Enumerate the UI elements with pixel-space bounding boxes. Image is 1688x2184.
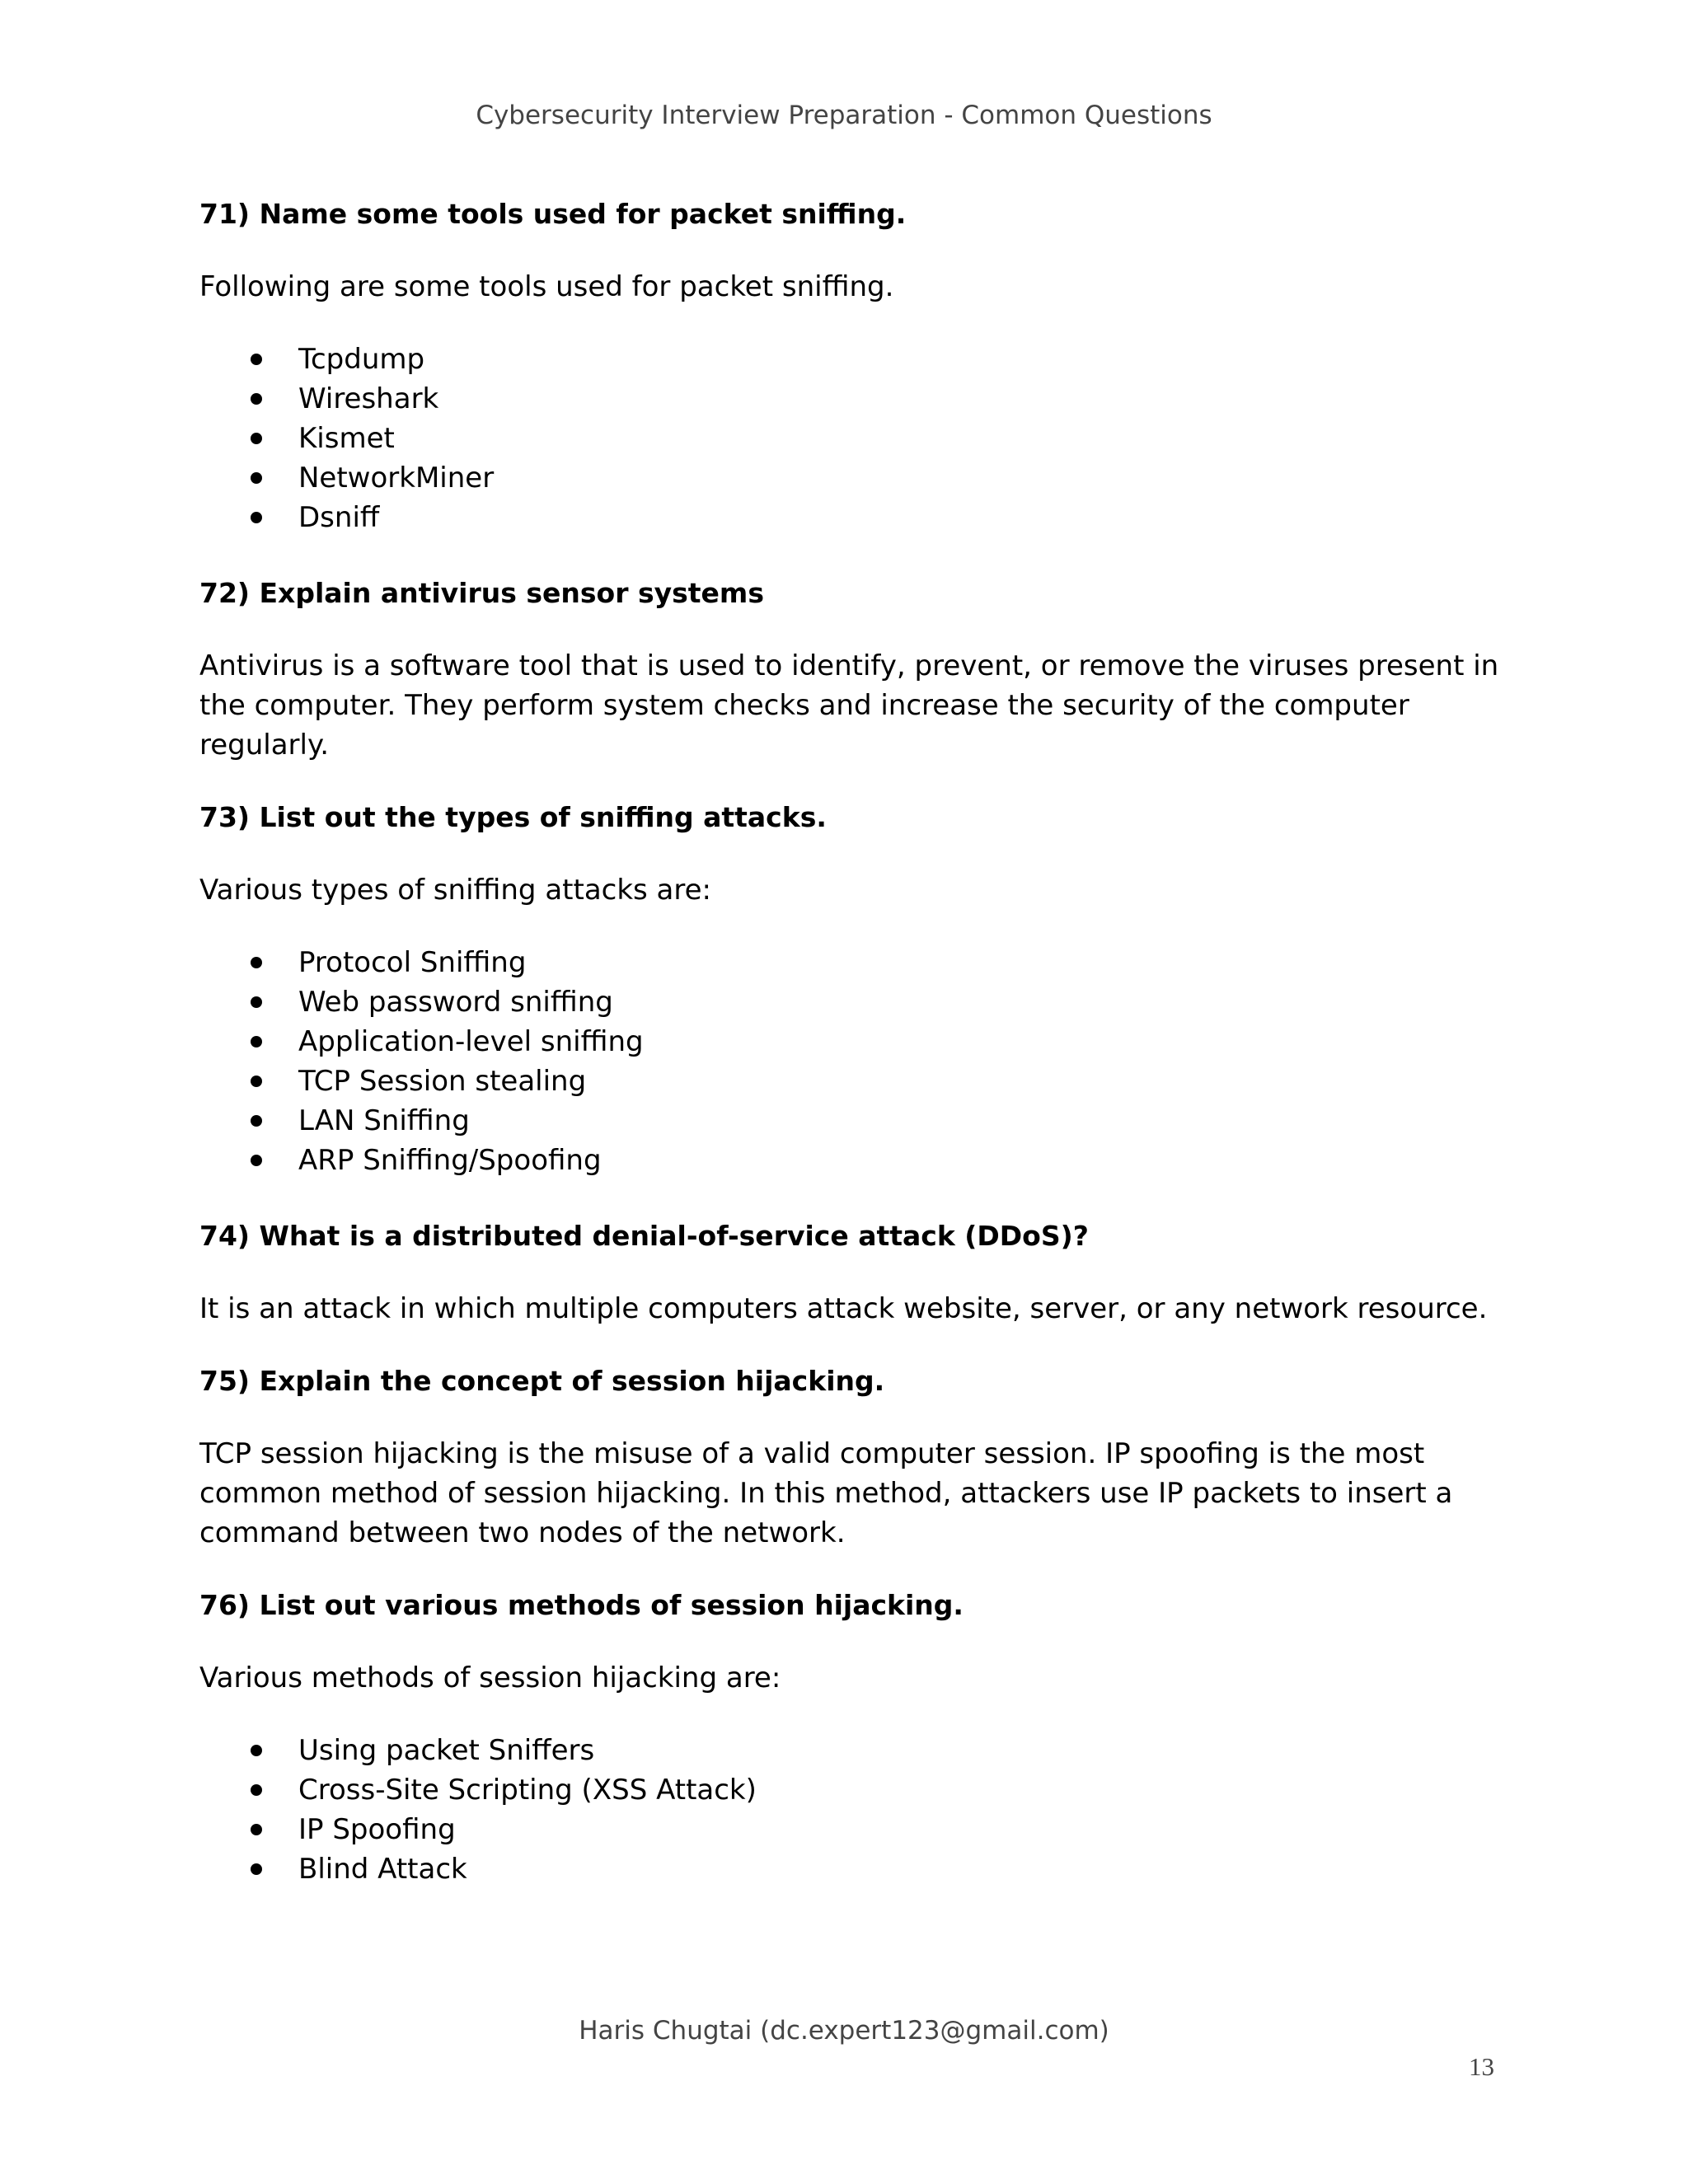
page-number: 13	[1469, 2052, 1494, 2081]
section-71	[199, 194, 1502, 537]
list-item	[199, 498, 1502, 537]
list-item	[199, 458, 1502, 498]
answer-paragraph: It is an attack in which multiple computers attack website, server, or any network resource.	[199, 1292, 1488, 1325]
list-item-text: LAN Sniffing	[298, 1104, 470, 1137]
question-title: 73) List out the types of sniffing attacks.	[199, 801, 827, 833]
bullet-icon	[251, 393, 262, 405]
list-item	[199, 1062, 1502, 1101]
list-item-text: Web password sniffing	[298, 986, 613, 1019]
list-item	[199, 982, 1502, 1022]
section-75	[199, 1361, 1502, 1553]
question-title: 76) List out various methods of session hijacking.	[199, 1589, 964, 1621]
bullet-icon	[251, 472, 262, 484]
list-item-text: Cross-Site Scripting (XSS Attack)	[298, 1774, 757, 1807]
bullet-icon	[251, 1155, 262, 1166]
question-title: 75) Explain the concept of session hijacking.	[199, 1365, 885, 1397]
list-item	[199, 379, 1502, 419]
list-item	[199, 340, 1502, 379]
bullet-list	[199, 1731, 1502, 1889]
list-item	[199, 1770, 1502, 1810]
answer-paragraph: Following are some tools used for packet sniffing.	[199, 270, 894, 303]
section-76	[199, 1586, 1502, 1889]
bullet-icon	[251, 1036, 262, 1047]
answer-paragraph: Antivirus is a software tool that is used to identify, prevent, or remove the viruses present in the computer. They perform system checks and increase the security of the computer regularly.	[199, 649, 1499, 762]
page-header: Cybersecurity Interview Preparation - Common Questions	[476, 101, 1212, 130]
list-item-text: Blind Attack	[298, 1853, 467, 1886]
bullet-icon	[251, 1784, 262, 1796]
list-item-text: TCP Session stealing	[298, 1065, 587, 1098]
answer-paragraph: TCP session hijacking is the misuse of a valid computer session. IP spoofing is the most common method of session hijacking. In this method, attackers use IP packets to insert a command between two nodes of the network.	[199, 1437, 1453, 1549]
question-title: 74) What is a distributed denial-of-service attack (DDoS)?	[199, 1220, 1089, 1252]
footer-author: Haris Chugtai (dc.expert123@gmail.com)	[579, 2016, 1109, 2046]
list-item-text: Using packet Sniffers	[298, 1734, 595, 1767]
list-item	[199, 1022, 1502, 1062]
bullet-icon	[251, 1824, 262, 1835]
list-item-text: Tcpdump	[298, 343, 425, 376]
list-item-text: Protocol Sniffing	[298, 946, 527, 979]
bullet-list	[199, 943, 1502, 1180]
list-item-text: IP Spoofing	[298, 1813, 456, 1846]
bullet-icon	[251, 996, 262, 1008]
bullet-icon	[251, 433, 262, 444]
bullet-icon	[251, 1076, 262, 1087]
list-item-text: ARP Sniffing/Spoofing	[298, 1144, 602, 1177]
list-item	[199, 419, 1502, 458]
document-content	[199, 194, 1502, 1925]
list-item-text: Dsniff	[298, 501, 380, 534]
list-item-text: Application-level sniffing	[298, 1025, 644, 1058]
answer-paragraph: Various types of sniffing attacks are:	[199, 874, 711, 907]
bullet-icon	[251, 512, 262, 523]
bullet-icon	[251, 354, 262, 365]
list-item	[199, 1141, 1502, 1180]
bullet-list	[199, 340, 1502, 537]
list-item	[199, 1849, 1502, 1889]
list-item-text: Wireshark	[298, 382, 439, 415]
list-item-text: NetworkMiner	[298, 462, 495, 494]
bullet-icon	[251, 1745, 262, 1756]
section-74	[199, 1216, 1502, 1329]
section-73	[199, 798, 1502, 1180]
section-72	[199, 574, 1502, 765]
list-item-text: Kismet	[298, 422, 395, 455]
list-item	[199, 1731, 1502, 1770]
bullet-icon	[251, 1115, 262, 1127]
answer-paragraph: Various methods of session hijacking are:	[199, 1661, 781, 1694]
bullet-icon	[251, 957, 262, 968]
question-title: 71) Name some tools used for packet sniffing.	[199, 198, 907, 230]
list-item	[199, 1101, 1502, 1141]
list-item	[199, 1810, 1502, 1849]
list-item	[199, 943, 1502, 982]
question-title: 72) Explain antivirus sensor systems	[199, 577, 764, 609]
bullet-icon	[251, 1863, 262, 1875]
